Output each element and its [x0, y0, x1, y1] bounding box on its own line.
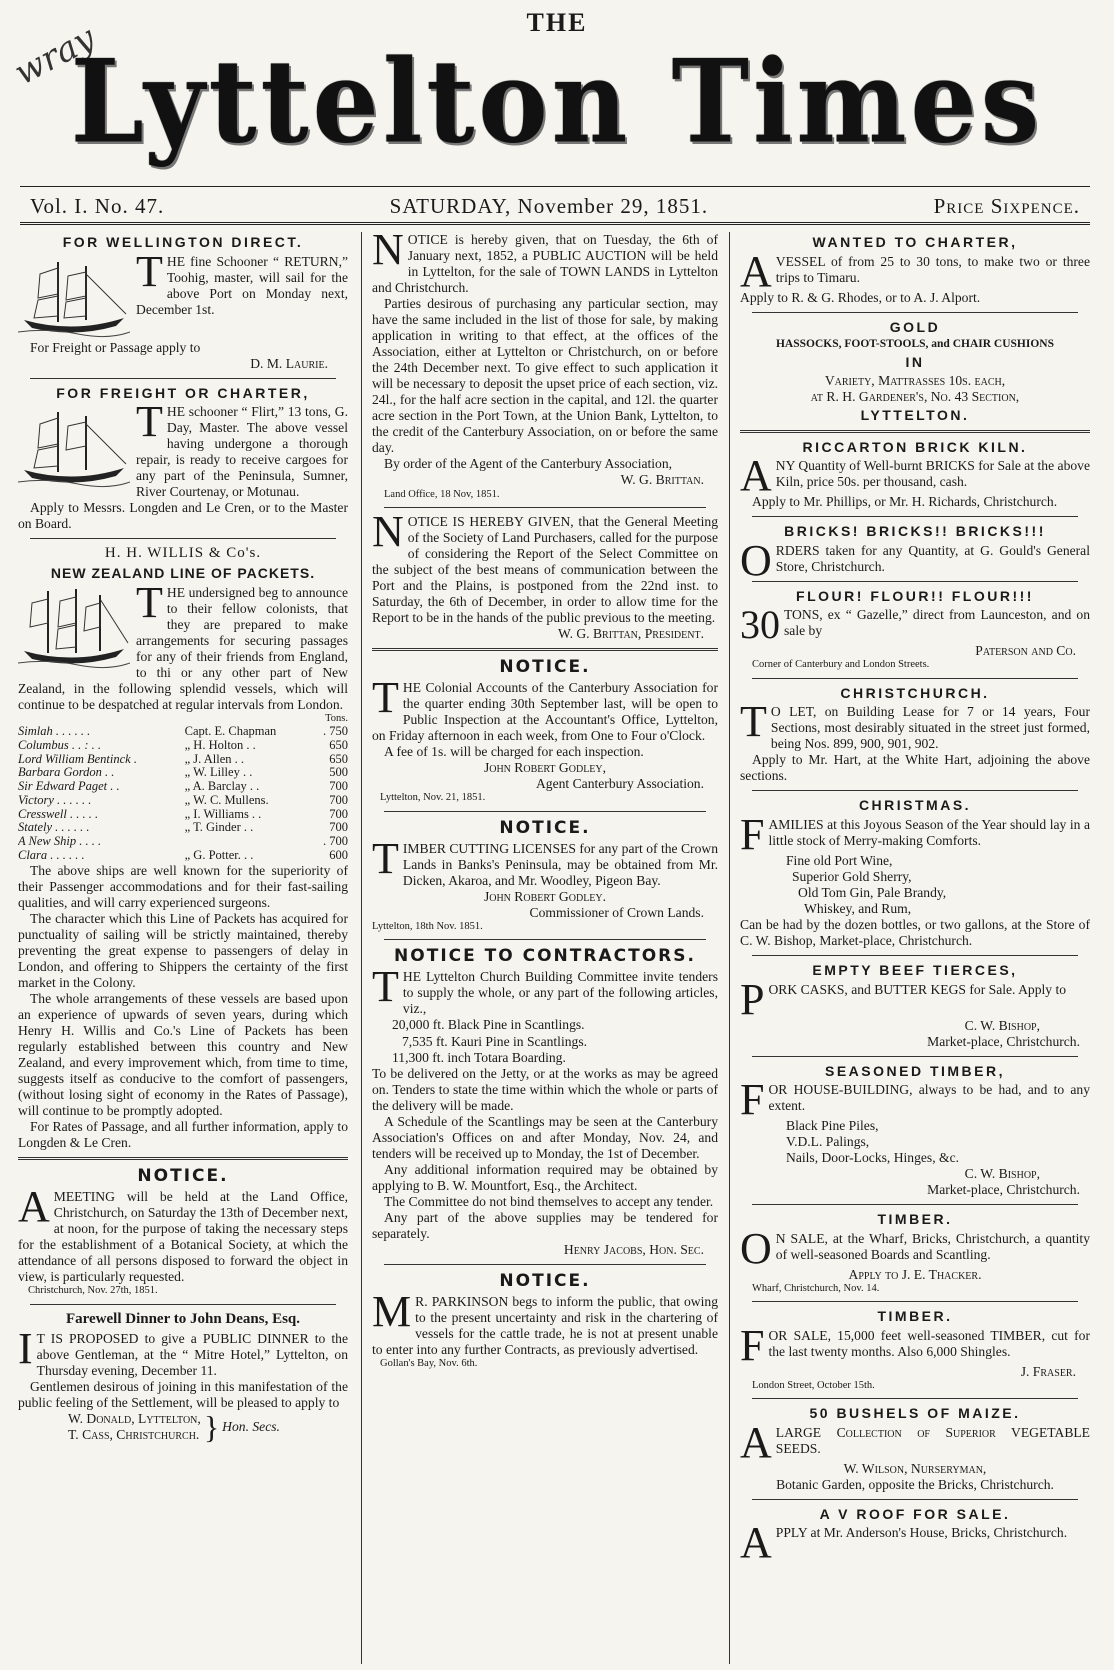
ad-heading: NOTICE.: [137, 1166, 229, 1187]
drop-cap: O: [740, 1223, 772, 1273]
ad-flour: [740, 588, 1090, 672]
separator: [752, 1204, 1078, 1205]
separator: [752, 1398, 1078, 1399]
separator: [30, 538, 336, 539]
ad-apply: Apply to J. E. Thacker.: [848, 1266, 982, 1282]
ad-date: Land Office, 18 Nov, 1851.: [384, 488, 500, 500]
ship-icon: [18, 585, 130, 669]
separator: [752, 955, 1078, 956]
ship-tons: . 700: [323, 834, 348, 849]
ad-signature: C. W. Bishop,: [964, 1017, 1040, 1033]
ad-heading: CHRISTCHURCH.: [840, 684, 990, 701]
ad-paragraph: The above ships are well known for the superiority of their Passenger accommodations and for their fast-sailing qualities, and will carry experienced surgeons.: [18, 862, 348, 910]
ad-heading: A V ROOF FOR SALE.: [819, 1505, 1011, 1522]
ad-body: HE schooner “ Flirt,” 13 tons, G. Day, Master. The above vessel having undergone a thorough repair, is ready to receive cargoes for any part of the Peninsula, Sumner, River Courtenay, or Motunau.: [136, 404, 348, 500]
ship-row: [18, 794, 348, 808]
ad-signature: D. M. Laurie.: [250, 355, 328, 371]
separator: [384, 811, 706, 812]
ad-signature: J. Fraser.: [1020, 1363, 1076, 1379]
separator: [752, 516, 1078, 517]
drop-cap: F: [740, 809, 765, 859]
ad-body: AMILIES at this Joyous Season of the Year should lay in a little stock of Merry-making Comforts.: [768, 816, 1090, 848]
ad-signature: W. G. Brittan.: [620, 472, 704, 488]
ad-paragraph: To be delivered on the Jetty, or at the works as may be agreed on. Tenders to state the time within which the whole or parts of the delivery will be made.: [372, 1065, 718, 1113]
separator: [752, 1301, 1078, 1302]
drop-cap: F: [740, 1075, 765, 1125]
ad-body: NY Quantity of Well-burnt BRICKS for Sale at the above Kiln, price 50s. per thousand, cash.: [775, 458, 1090, 490]
ad-item: Black Pine Piles,: [786, 1118, 879, 1134]
separator: [30, 1304, 336, 1305]
ad-heading: WANTED TO CHARTER,: [812, 234, 1018, 250]
drop-cap: P: [740, 974, 765, 1024]
ad-paragraph: A fee of 1s. will be charged for each inspection.: [384, 744, 644, 760]
ad-colonial-accounts: [372, 657, 718, 805]
separator: [752, 581, 1078, 582]
volume-number: Vol. I. No. 47.: [30, 193, 165, 218]
ad-body: T IS PROPOSED to give a PUBLIC DINNER to the above Gentleman, at the “ Mitre Hotel,” Lyttelton, on Thursday evening, December 11.: [36, 1330, 348, 1378]
dateline: [30, 192, 1080, 220]
ship-captain: „ A. Barclay . .: [184, 779, 260, 794]
ad-body: MEETING will be held at the Land Office, Christchurch, on Saturday the 13th of December next, at noon, for the purpose of taking the necessary steps for the establishment of a Botanical Society, at which the attendance of all persons disposed to forward the object in view, is particularly requested.: [18, 1189, 348, 1285]
ad-signature: W. G. Brittan, President.: [557, 626, 704, 642]
drop-cap: A: [740, 1518, 772, 1568]
ships-table: [18, 725, 348, 863]
separator: [384, 507, 706, 508]
ad-christchurch-to-let: [740, 685, 1090, 785]
ship-row: [18, 821, 348, 835]
separator: [752, 312, 1078, 313]
ad-item: Fine old Port Wine,: [786, 852, 893, 868]
ship-row: [18, 753, 348, 767]
ad-item: Superior Gold Sherry,: [792, 868, 912, 884]
ad-paragraph: A Schedule of the Scantlings may be seen at the Canterbury Association's Offices on and after Monday, Nov. 24, and tenders will be received up to Monday, the 1st of December.: [372, 1113, 718, 1161]
drop-cap: T: [136, 577, 163, 627]
ad-item: V.D.L. Palings,: [786, 1134, 870, 1150]
ad-wanted-charter: [740, 234, 1090, 306]
ad-body: O LET, on Building Lease for 7 or 14 years, Four Sections, most desirably situated in the street just formed, being Nos. 899, 900, 901, 902.: [770, 704, 1090, 752]
ad-line: IN: [905, 353, 925, 370]
ad-body: OR HOUSE-BUILDING, always to be had, and to any extent.: [768, 1082, 1090, 1114]
ad-general-meeting: [372, 506, 718, 642]
column-1: [18, 232, 348, 1664]
ship-icon: [18, 254, 130, 338]
ad-heading: TIMBER.: [877, 1211, 953, 1228]
ad-heading: NOTICE TO CONTRACTORS.: [394, 946, 696, 967]
ad-heading: NOTICE.: [499, 817, 591, 838]
ad-heading: FOR FREIGHT OR CHARTER,: [56, 384, 310, 401]
ad-body: HE fine Schooner “ RETURN,” Toohig, master, will sail for the above Port on Monday next, December 1st.: [136, 253, 348, 317]
ad-heading: 50 BUSHELS OF MAIZE.: [809, 1405, 1021, 1422]
ad-heading: FLOUR! FLOUR!! FLOUR!!!: [796, 587, 1034, 604]
drop-cap: T: [372, 962, 399, 1012]
ship-tons: 650: [329, 737, 348, 752]
hon-secs: [18, 1408, 348, 1445]
ship-row: [18, 766, 348, 780]
ad-v-roof: [740, 1505, 1090, 1568]
ship-row: [18, 849, 348, 863]
drop-cap: T: [136, 397, 163, 447]
ad-address: Market-place, Christchurch.: [927, 1182, 1080, 1198]
ad-heading: GOLD: [889, 318, 941, 335]
ad-paragraph: Any part of the above supplies may be tendered for separately.: [372, 1209, 718, 1241]
ship-captain: „ H. Holton . .: [184, 737, 256, 752]
ad-date: London Street, October 15th.: [752, 1379, 875, 1391]
drop-cap: A: [740, 246, 772, 296]
ad-heading: EMPTY BEEF TIERCES,: [812, 962, 1018, 979]
ad-item: 11,300 ft. inch Totara Boarding.: [392, 1049, 566, 1065]
ship-name: Columbus . . : . .: [18, 737, 101, 752]
drop-cap: T: [372, 833, 399, 883]
drop-cap: A: [740, 451, 772, 501]
separator: [752, 678, 1078, 679]
ship-row: [18, 725, 348, 739]
ship-name: A New Ship . . . .: [18, 834, 102, 849]
ad-parkinson: [372, 1271, 718, 1371]
ship-tons: . 750: [323, 724, 348, 739]
ship-row: [18, 808, 348, 822]
ad-item: 20,000 ft. Black Pine in Scantlings.: [392, 1017, 585, 1033]
ad-signature-title: Agent Canterbury Association.: [535, 776, 704, 792]
ad-line: LYTTELTON.: [860, 407, 970, 424]
ad-paragraph: For Rates of Passage, and all further information, apply to Longden & Le Cren.: [18, 1119, 348, 1151]
ad-christmas: [740, 797, 1090, 949]
ad-timber-licenses: [372, 818, 718, 934]
ad-paragraph: Can be had by the dozen bottles, or two gallons, at the Store of C. W. Bishop, Market-place, Christchurch.: [740, 917, 1090, 949]
ad-apply: Apply to R. & G. Rhodes, or to A. J. Alport.: [740, 289, 981, 305]
separator: [740, 430, 1090, 433]
ship-captain: „ W. Lilley . .: [184, 765, 253, 780]
hon-secs-label: Hon. Secs.: [222, 1418, 280, 1434]
ad-willis-packets: [18, 545, 348, 1151]
ad-heading: NOTICE.: [499, 657, 591, 678]
ad-line: HASSOCKS, FOOT-STOOLS, and CHAIR CUSHIONS: [775, 338, 1054, 351]
separator: [752, 790, 1078, 791]
dateline-rule: [20, 222, 1090, 225]
ad-wellington-direct: [18, 234, 348, 372]
ad-paragraph: Parties desirous of purchasing any particular section, may have the same included in the list of those for sale, by making application in writing to that effect, at the offices of the Association, either at Lyttelton or Christchurch, on or before the 24th December next. To give effect to such application it will be necessary to deposit the upset price of each section, viz. 24l., for the half acre section in the capital, and 12l. the quarter acre section in the Port Town, at the Union Bank, Lyttelton, to the credit of the Canterbury Association, on or before the same day.: [372, 296, 718, 456]
ad-paragraph: Any additional information required may be obtained by applying to B. W. Mountfort, Esq., the Architect.: [372, 1161, 718, 1193]
ship-name: Clara . . . . . .: [18, 847, 85, 862]
ad-paragraph: Gentlemen desirous of joining in this manifestation of the public feeling of the Settlement, will be pleased to apply to: [18, 1378, 348, 1410]
ad-date: Gollan's Bay, Nov. 6th.: [380, 1358, 478, 1370]
ad-date: Lyttelton, 18th Nov. 1851.: [372, 920, 483, 932]
ad-heading: SEASONED TIMBER,: [824, 1062, 1005, 1079]
ship-name: Simlah . . . . . .: [18, 724, 91, 739]
ad-bricks: [740, 523, 1090, 585]
ad-address: Market-place, Christchurch.: [927, 1033, 1080, 1049]
ship-name: Lord William Bentinck .: [18, 751, 137, 766]
drop-cap: N: [372, 232, 404, 274]
ad-freight-charter: [18, 385, 348, 533]
ship-name: Barbara Gordon . .: [18, 765, 115, 780]
ship-tons: 600: [329, 847, 348, 862]
newspaper-title: Lyttelton Times: [70, 33, 1044, 170]
ad-heading: Farewell Dinner to John Deans, Esq.: [65, 1310, 301, 1327]
drop-cap: T: [740, 697, 767, 747]
ship-row: [18, 835, 348, 849]
ad-body: HE Lyttelton Church Building Committee invite tenders to supply the whole, or any part of the following articles, viz.,: [402, 969, 718, 1017]
ship-captain: [185, 835, 313, 849]
masthead-the: THE: [526, 8, 588, 37]
ad-body: IMBER CUTTING LICENSES for any part of the Crown Lands in Banks's Peninsula, may be obtained from Mr. Dicken, Akaroa, and Mr. Woodley, Pigeon Bay.: [402, 840, 718, 888]
ad-date: Wharf, Christchurch, Nov. 14.: [752, 1282, 880, 1294]
drop-cap: A: [740, 1417, 772, 1467]
ad-item: Whiskey, and Rum,: [804, 901, 912, 917]
ad-body: N SALE, at the Wharf, Bricks, Christchurch, a quantity of well-seasoned Boards and Scantling.: [775, 1230, 1090, 1262]
ship-row: [18, 739, 348, 753]
ad-riccarton-brick: [740, 439, 1090, 511]
ad-body: OTICE is hereby given, that on Tuesday, the 6th of January next, 1852, a PUBLIC AUCTION will be held in Lyttelton, for the sale of TOWN LANDS in Lyttelton and Christchurch.: [372, 232, 718, 296]
ad-signature: C. W. Bishop,: [964, 1166, 1040, 1182]
ad-heading: H. H. WILLIS & Co's.: [104, 545, 262, 562]
secretary-name: T. Cass, Christchurch.: [68, 1426, 200, 1442]
ship-tons: 650: [329, 751, 348, 766]
columns: [18, 232, 1100, 1664]
ship-name: Sir Edward Paget . .: [18, 779, 120, 794]
ad-body: TONS, ex “ Gazelle,” direct from Launceston, and on sale by: [784, 607, 1090, 639]
ad-heading: RICCARTON BRICK KILN.: [802, 438, 1028, 455]
ship-tons: 700: [329, 820, 348, 835]
ad-gold-hassocks: [740, 319, 1090, 424]
ship-captain: „ T. Ginder . .: [184, 820, 254, 835]
separator: [752, 1499, 1078, 1500]
ad-paragraph: The character which this Line of Packets has acquired for punctuality of sailing will be strictly maintained, thereby preventing the great expense to passengers of delay in London, and offering to Shippers the certainty of the first market in the Colony.: [18, 910, 348, 990]
separator: [752, 1056, 1078, 1057]
ad-date: Christchurch, Nov. 27th, 1851.: [28, 1285, 158, 1297]
ad-date: Lyttelton, Nov. 21, 1851.: [380, 792, 486, 804]
ad-apply: Apply to Messrs. Longden and Le Cren, or to the Master on Board.: [18, 500, 348, 532]
ship-name: Cresswell . . . . .: [18, 806, 99, 821]
ad-body: RDERS taken for any Quantity, at G. Gould's General Store, Christchurch.: [775, 542, 1090, 574]
separator: [384, 1264, 706, 1265]
ad-body: OR SALE, 15,000 feet well-seasoned TIMBER, cut for the last twenty months. Also 6,000 Shingles.: [768, 1327, 1090, 1359]
top-rule: [20, 186, 1090, 187]
ship-captain: „ G. Potter. . .: [184, 847, 254, 862]
ad-line: Variety, Mattrasses 10s. each,: [824, 373, 1006, 389]
ad-signature: Henry Jacobs, Hon. Sec.: [563, 1241, 704, 1257]
drop-cap: I: [18, 1323, 33, 1373]
ship-captain: „ I. Williams . .: [184, 806, 262, 821]
ad-body: R. PARKINSON begs to inform the public, that owing to the present uncertainty and risk in the chartering of vessels for the cattle trade, he is not at present unable to enter into any further Contracts, as previously advertised.: [372, 1294, 718, 1358]
ad-item: Nails, Door-Locks, Hinges, &c.: [786, 1150, 960, 1166]
tons-label: Tons.: [325, 712, 348, 724]
ad-apply: Apply to Mr. Phillips, or Mr. H. Richards, Christchurch.: [752, 494, 1058, 510]
ad-apply: For Freight or Passage apply to: [30, 339, 201, 355]
separator: [30, 378, 336, 379]
ship-captain: Capt. E. Chapman: [184, 724, 277, 739]
ship-name: Victory . . . . . .: [18, 792, 92, 807]
ad-item: 7,535 ft. Kauri Pine in Scantlings.: [402, 1033, 588, 1049]
ad-subheading: NEW ZEALAND LINE OF PACKETS.: [50, 565, 316, 582]
ad-signature: Paterson and Co.: [975, 643, 1076, 659]
ad-address: Botanic Garden, opposite the Bricks, Christchurch.: [776, 1476, 1054, 1492]
ad-body: HE undersigned beg to announce to their fellow colonists, that they are prepared to make arrangements for securing passages for any of their friends from England, to thi or any other part of New Zealand, in the following splendid vessels, which will continue to be despatched at regular intervals from London.: [18, 584, 348, 712]
ad-farewell-dinner: [18, 1311, 348, 1443]
ad-heading: FOR WELLINGTON DIRECT.: [62, 234, 304, 250]
ad-body: PPLY at Mr. Anderson's House, Bricks, Christchurch.: [775, 1525, 1068, 1541]
ship-captain: „ W. C. Mullens.: [184, 792, 269, 807]
ship-name: Stately . . . . . .: [18, 820, 90, 835]
ad-heading: CHRISTMAS.: [858, 797, 972, 814]
ad-seasoned-timber: [740, 1063, 1090, 1199]
ad-address: Corner of Canterbury and London Streets.: [752, 659, 930, 671]
ad-apply: Apply to Mr. Hart, at the White Hart, adjoining the above sections.: [740, 752, 1090, 784]
issue-date: SATURDAY, November 29, 1851.: [389, 193, 709, 218]
ad-paragraph: The Committee do not bind themselves to accept any tender.: [384, 1193, 714, 1209]
drop-cap: O: [740, 535, 772, 585]
ad-botanical-notice: [18, 1166, 348, 1298]
column-2: [372, 232, 718, 1664]
ad-body: OTICE IS HEREBY GIVEN, that the General Meeting of the Society of Land Purchasers, called for the purpose of considering the Report of the Select Committee on the subject of the best means of communication between the Port and the Plains, is postponed from the 22nd inst. to Saturday, the 6th of December, in order to allow time for the Report to be in the hands of the public previous to the meeting.: [372, 513, 718, 626]
ship-row: [18, 780, 348, 794]
handwritten-scrawl: wray: [8, 18, 102, 94]
ad-signature: John Robert Godley,: [483, 760, 607, 776]
drop-cap: T: [136, 246, 163, 296]
ad-notice-contractors: [372, 946, 718, 1258]
ad-signature: W. Wilson, Nurseryman,: [843, 1460, 987, 1476]
ad-line: at R. H. Gardener's, No. 43 Section,: [810, 389, 1020, 405]
ship-tons: 700: [329, 779, 348, 794]
ad-heading: NOTICE.: [499, 1270, 591, 1291]
ship-tons: 700: [329, 806, 348, 821]
ship-tons: 500: [329, 765, 348, 780]
ad-timber-fraser: [740, 1308, 1090, 1392]
drop-cap: F: [740, 1320, 765, 1370]
separator: [372, 648, 718, 651]
column-3: [740, 232, 1090, 1664]
drop-cap: A: [18, 1182, 50, 1232]
ad-body: LARGE Collection of Superior VEGETABLE SEEDS.: [775, 1424, 1090, 1456]
ad-signature-title: Commissioner of Crown Lands.: [529, 904, 704, 920]
ad-body: VESSEL of from 25 to 30 tons, to make two or three trips to Timaru.: [775, 253, 1090, 285]
drop-cap: N: [372, 506, 404, 556]
ad-heading: BRICKS! BRICKS!! BRICKS!!!: [784, 523, 1046, 540]
drop-cap: 30: [740, 602, 780, 648]
drop-cap: M: [372, 1287, 412, 1336]
ship-icon: [18, 404, 130, 488]
ad-beef-tierces: [740, 962, 1090, 1050]
ship-captain: „ J. Allen . .: [184, 751, 244, 766]
ad-body: HE Colonial Accounts of the Canterbury Association for the quarter ending 30th September last, will be open to Public Inspection at the Accountant's Office, Lyttelton, on Friday afternoon in each week, from One to Four o'Clock.: [372, 680, 718, 744]
ad-maize-seeds: [740, 1405, 1090, 1493]
ad-signature: John Robert Godley.: [483, 888, 607, 904]
drop-cap: T: [372, 673, 399, 723]
separator: [384, 939, 706, 940]
ad-public-auction: [372, 232, 718, 501]
ad-item: Old Tom Gin, Pale Brandy,: [798, 885, 947, 901]
price: Price Sixpence.: [933, 193, 1080, 218]
ad-timber-wharf: [740, 1211, 1090, 1295]
secretary-name: W. Donald, Lyttelton,: [68, 1410, 201, 1426]
ship-tons: 700: [329, 792, 348, 807]
ad-order: By order of the Agent of the Canterbury Association,: [384, 456, 673, 472]
masthead: [0, 0, 1114, 190]
ad-heading: TIMBER.: [877, 1308, 953, 1325]
brace-icon: }: [203, 1408, 220, 1445]
ad-body: ORK CASKS, and BUTTER KEGS for Sale. Apply to: [768, 981, 1067, 997]
separator: [18, 1157, 348, 1160]
ad-paragraph: The whole arrangements of these vessels are based upon an experience of upwards of seven years, during which Henry H. Willis and Co.'s Line of Packets has been regularly established between this country and New Zealand, and every improvement which, from time to time, suggests itself as conducive to the comfort of passengers, (without losing sight of economy in the Rates of Passage), will continue to be promptly adopted.: [18, 990, 348, 1119]
